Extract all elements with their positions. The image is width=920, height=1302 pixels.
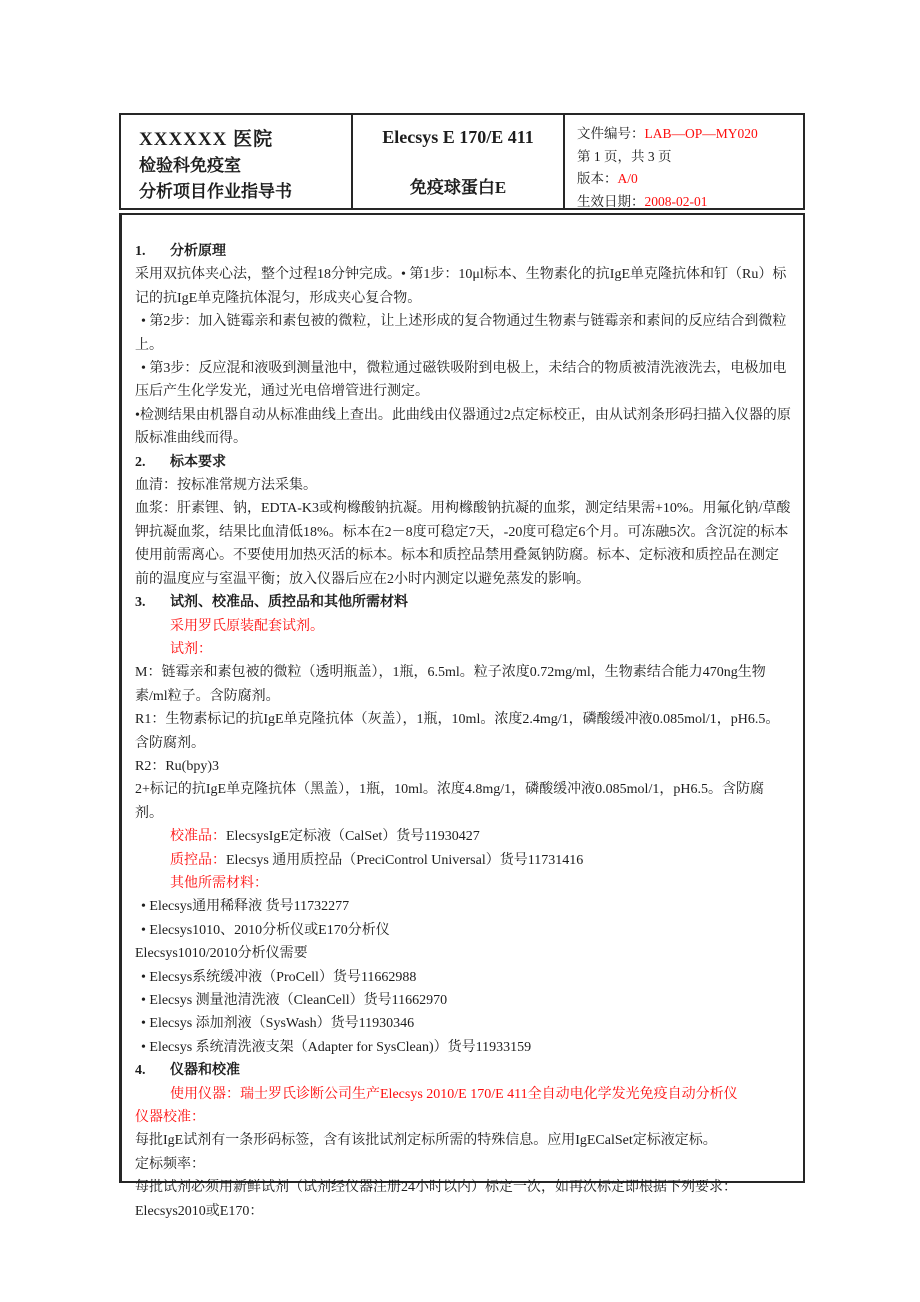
- product-name: 免疫球蛋白E: [409, 178, 507, 197]
- barcode-note: 每批IgE试剂有一条形码标签，含有该批试剂定标所需的特殊信息。应用IgECalSet定标液定标。: [135, 1133, 717, 1149]
- section-4-title: 仪器和校准: [170, 1063, 240, 1079]
- section-2-title: 标本要求: [170, 454, 226, 470]
- org-department: 检验科免疫室: [139, 156, 241, 175]
- section-4-number: 4.: [135, 1063, 146, 1079]
- plasma-requirement: 血浆：肝素锂、钠，EDTA-K3或枸橼酸钠抗凝。用枸橼酸钠抗凝的血浆，测定结果需+10%。用氟化钠/草酸钾抗凝血浆，结果比血清低18%。标本在2－8度可稳定7天，-20度可稳定6个月。可冻融5次。含沉淀的标本使用前需离心。不要使用加热灭活的标本。标本和质控品禁用叠氮钠防腐。标本、定标液和质控品在测定前的温度应与室温平衡；放入仪器后应在2小时内测定以避免蒸发的影响。: [135, 501, 791, 587]
- serum-requirement: 血清：按标准常规方法采集。: [135, 478, 317, 494]
- roche-reagent-note: 采用罗氏原装配套试剂。: [170, 618, 324, 634]
- instrument-note: 使用仪器：瑞士罗氏诊断公司生产Elecsys 2010/E 170/E 411全自动电化学发光免疫自动分析仪: [170, 1086, 738, 1102]
- org-cell: [121, 115, 353, 208]
- principle-intro: 采用双抗体夹心法，整个过程18分钟完成。• 第1步：10μl标本、生物素化的抗IgE单克隆抗体和钉（Ru）标记的抗IgE单克隆抗体混匀，形成夹心复合物。: [135, 267, 787, 306]
- calibration-label: 仪器校准：: [135, 1110, 205, 1126]
- org-doc-type: 分析项目作业指导书: [139, 182, 292, 201]
- calibration-frequency-label: 定标频率：: [135, 1156, 205, 1172]
- reagent-label: 试剂：: [170, 641, 212, 657]
- section-3-number: 3.: [135, 595, 146, 611]
- reagent-r1: R1：生物素标记的抗IgE单克隆抗体（灰盖），1瓶，10ml。浓度2.4mg/1，磷酸缓冲液0.085mol/1，pH6.5。含防腐剂。: [135, 712, 780, 751]
- qc-label: 质控品：: [170, 852, 226, 868]
- page-info-line: 第 1 页，共 3 页: [577, 148, 672, 164]
- version-label: 版本：: [577, 171, 618, 186]
- section-3-title: 试剂、校准品、质控品和其他所需材料: [170, 595, 408, 611]
- product-model: Elecsys E 170/E 411: [382, 127, 534, 147]
- version-line: [577, 168, 799, 191]
- calibrator-label: 校准品：: [170, 829, 226, 845]
- item-sysclean-adapter: • Elecsys 系统清洗液支架（Adapter for SysClean)）货号11933159: [141, 1039, 532, 1055]
- item-syswash: • Elecsys 添加剂液（SysWash）货号11930346: [141, 1016, 415, 1032]
- version-value: A/0: [617, 171, 638, 186]
- qc-value: Elecsys 通用质控品（PreciControl Universal）货号11731416: [226, 852, 584, 868]
- product-cell: [353, 115, 565, 208]
- section-1-title: 分析原理: [170, 244, 226, 259]
- section-2-heading: [135, 451, 791, 474]
- section-1-number: 1.: [135, 244, 146, 259]
- other-materials-label: 其他所需材料：: [170, 875, 268, 891]
- item-cleancell: • Elecsys 测量池清洗液（CleanCell）货号11662970: [141, 993, 448, 1008]
- calibration-frequency-text: 每批试剂必须用新鲜试剂（试剂经仪器注册24小时以内）标定一次，如再次标定即根据下列要求：: [135, 1180, 737, 1196]
- doc-number-label: 文件编号：: [577, 126, 645, 141]
- principle-step-2: • 第2步：加入链霉亲和素包被的微粒，让上述形成的复合物通过生物素与链霉亲和素间的反应结合到微粒上。: [135, 314, 787, 353]
- item-analyzers: • Elecsys1010、2010分析仪或E170分析仪: [141, 922, 390, 938]
- item-diluent: • Elecsys通用稀释液 货号11732277: [141, 899, 350, 915]
- docmeta-cell: [565, 115, 803, 208]
- reagent-r2: R2：Ru(bpy)3: [135, 758, 219, 774]
- effective-date-line: [577, 191, 799, 214]
- reagent-r2-continued: 2+标记的抗IgE单克隆抗体（黑盖），1瓶，10ml。浓度4.8mg/1，磷酸缓冲液0.085mol/1，pH6.5。含防腐剂。: [135, 782, 764, 821]
- analyzer-models-line: Elecsys2010或E170：: [135, 1203, 264, 1219]
- org-name: XXXXXX 医院: [139, 129, 274, 150]
- item-procell: • Elecsys系统缓冲液（ProCell）货号11662988: [141, 969, 417, 985]
- header-table: [119, 113, 805, 210]
- effective-date-label: 生效日期：: [577, 193, 645, 209]
- analyzer-requirement: Elecsys1010/2010分析仪需要: [135, 946, 308, 962]
- doc-number-value: LAB—OP—MY020: [644, 126, 758, 141]
- section-1-heading: [135, 240, 791, 263]
- reagent-m: M：链霉亲和素包被的微粒（透明瓶盖），1瓶，6.5ml。粒子浓度0.72mg/ml，生物素结合能力470ng生物素/ml粒子。含防腐剂。: [135, 665, 766, 704]
- section-4-heading: [135, 1059, 791, 1082]
- section-3-heading: [135, 591, 791, 614]
- principle-result-note: •检测结果由机器自动从标准曲线上查出。此曲线由仪器通过2点定标校正，由从试剂条形码扫描入仪器的原版标准曲线而得。: [135, 407, 791, 447]
- document-body: [119, 213, 805, 1219]
- effective-date-value: 2008-02-01: [644, 193, 708, 209]
- calibrator-line: [135, 825, 791, 848]
- qc-line: [135, 849, 791, 872]
- doc-number-line: [577, 123, 799, 146]
- section-2-number: 2.: [135, 454, 146, 470]
- calibrator-value: ElecsysIgE定标液（CalSet）货号11930427: [226, 829, 480, 845]
- principle-step-3: • 第3步：反应混和液吸到测量池中，微粒通过磁铁吸附到电极上，未结合的物质被清洗液洗去，电极加电压后产生化学发光，通过光电倍增管进行测定。: [135, 361, 787, 400]
